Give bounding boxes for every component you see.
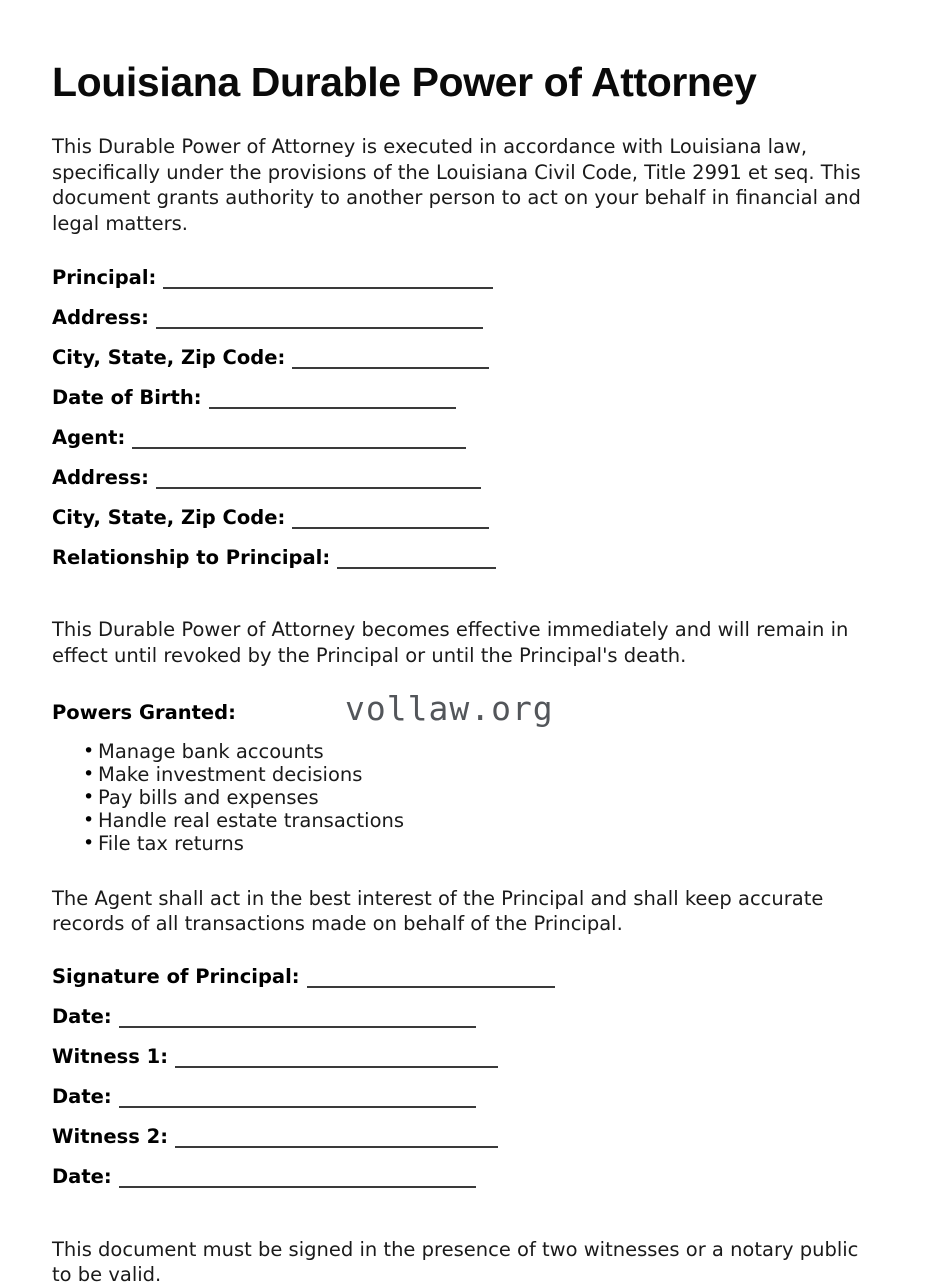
form-field-label: City, State, Zip Code: [52,506,286,529]
form-field-row [52,348,891,388]
signature-field-group [52,964,891,1207]
form-field-row [52,1164,891,1207]
form-field-blank-line[interactable] [175,1066,498,1068]
form-field-label: Witness 1: [52,1044,168,1068]
form-field-label: Witness 2: [52,1124,168,1148]
form-field-label: Signature of Principal: [52,964,300,988]
powers-granted-row [52,689,891,728]
effective-paragraph: This Durable Power of Attorney becomes effective immediately and will remain in effect until revoked by the Principal or until the Principal's death. [52,618,849,667]
list-item: • File tax returns [52,833,891,856]
form-field-blank-line[interactable] [156,487,481,489]
site-watermark: vollaw.org [345,689,554,728]
agent-field-group [52,428,891,588]
form-field-row [52,468,891,508]
form-field-label: Date of Birth: [52,386,202,409]
form-field-label: Address: [52,466,149,489]
form-field-blank-line[interactable] [175,1146,498,1148]
form-field-label: Principal: [52,266,157,289]
list-item: • Manage bank accounts [52,741,891,764]
form-field-label: City, State, Zip Code: [52,346,286,369]
form-field-blank-line[interactable] [119,1106,476,1108]
list-item: • Pay bills and expenses [52,787,891,810]
form-field-row [52,1124,891,1167]
form-field-row [52,1044,891,1087]
form-field-row [52,308,891,348]
form-field-row [52,548,891,588]
form-field-blank-line[interactable] [337,567,496,569]
form-field-row [52,388,891,428]
form-field-row [52,268,891,308]
page-title: Louisiana Durable Power of Attorney [52,59,757,105]
form-field-label: Date: [52,1164,112,1188]
form-field-label: Relationship to Principal: [52,546,331,569]
form-field-row [52,508,891,548]
form-field-blank-line[interactable] [209,407,456,409]
list-item: • Handle real estate transactions [52,810,891,833]
form-field-row [52,964,891,1007]
form-field-row [52,1004,891,1047]
form-field-blank-line[interactable] [292,527,489,529]
form-field-blank-line[interactable] [307,986,555,988]
form-field-blank-line[interactable] [119,1186,476,1188]
form-field-label: Date: [52,1004,112,1028]
powers-granted-heading: Powers Granted: [52,701,236,724]
form-field-blank-line[interactable] [119,1026,476,1028]
form-field-blank-line[interactable] [163,287,493,289]
form-field-label: Address: [52,306,149,329]
form-field-row [52,428,891,468]
list-item: • Make investment decisions [52,764,891,787]
agent-duty-paragraph: The Agent shall act in the best interest of the Principal and shall keep accurate records of all transactions made on behalf of the Principal. [52,886,824,935]
form-field-blank-line[interactable] [292,367,489,369]
form-field-blank-line[interactable] [156,327,483,329]
form-field-blank-line[interactable] [132,447,466,449]
form-field-label: Date: [52,1084,112,1108]
form-field-label: Agent: [52,426,126,449]
form-field-row [52,1084,891,1127]
intro-paragraph: This Durable Power of Attorney is executed in accordance with Louisiana law, specifically under the provisions of the Louisiana Civil Code, Title 2991 et seq. This document grants authority to another person to act on your behalf in financial and legal matters. [52,135,861,235]
powers-granted-list [52,741,891,856]
notary-paragraph: This document must be signed in the presence of two witnesses or a notary public to be valid. [52,1237,859,1286]
principal-field-group [52,268,891,428]
